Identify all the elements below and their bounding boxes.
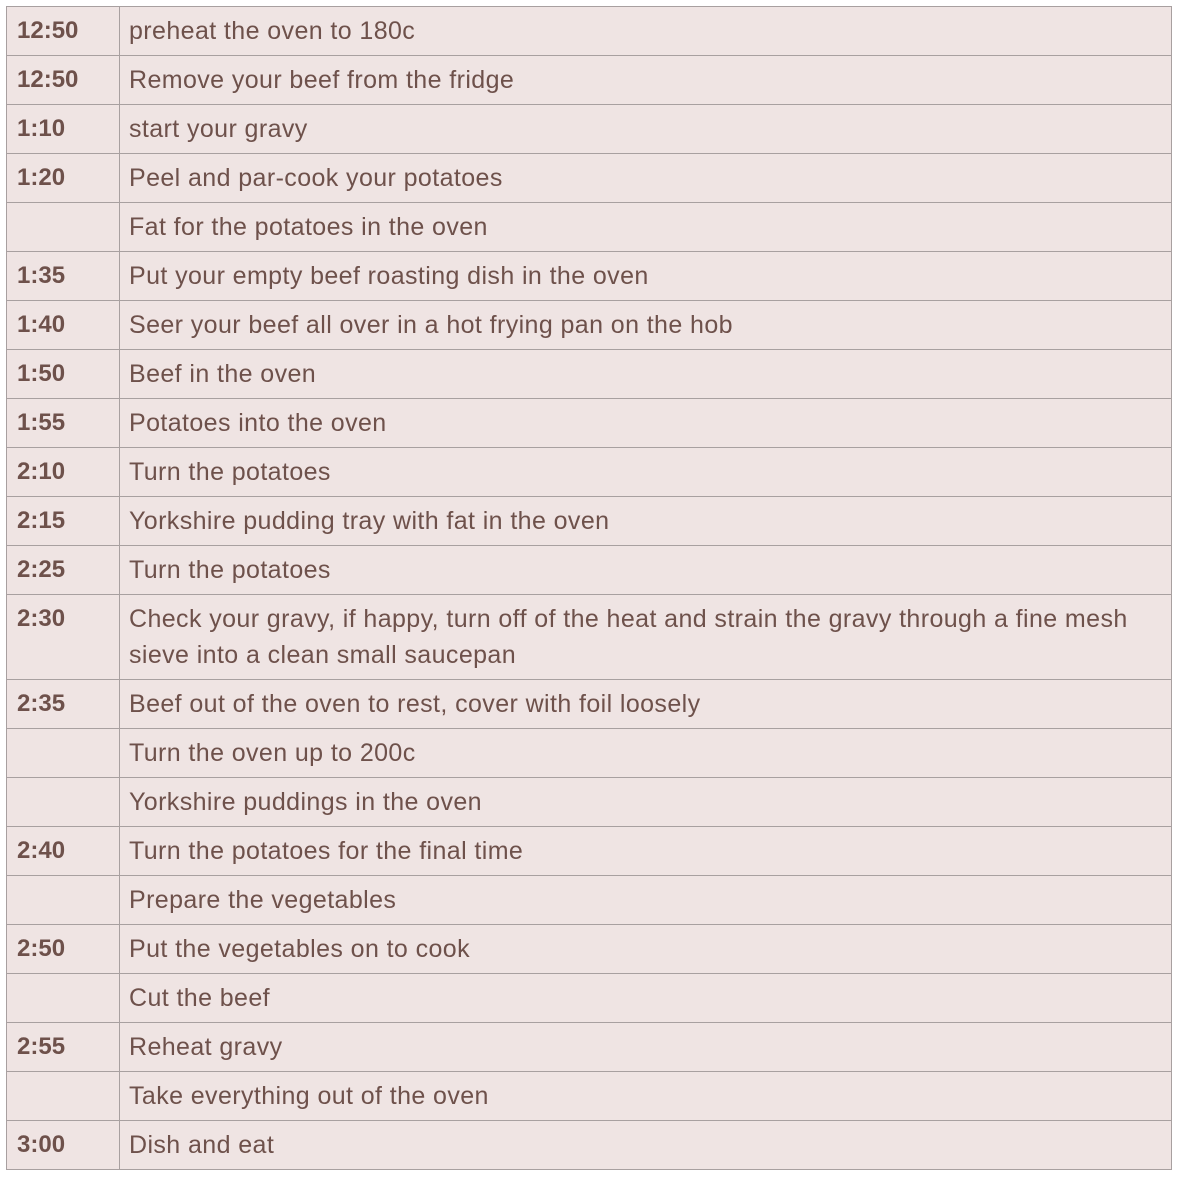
time-cell — [7, 974, 120, 1023]
task-cell: Put the vegetables on to cook — [120, 925, 1172, 974]
table-row — [7, 1121, 1172, 1170]
time-cell: 2:40 — [7, 827, 120, 876]
table-row — [7, 203, 1172, 252]
table-row — [7, 56, 1172, 105]
task-cell: Turn the potatoes — [120, 546, 1172, 595]
table-row — [7, 1072, 1172, 1121]
table-row — [7, 497, 1172, 546]
task-cell: Turn the oven up to 200c — [120, 729, 1172, 778]
table-row — [7, 1023, 1172, 1072]
task-cell: Turn the potatoes — [120, 448, 1172, 497]
time-cell — [7, 876, 120, 925]
task-cell: start your gravy — [120, 105, 1172, 154]
task-cell: Peel and par-cook your potatoes — [120, 154, 1172, 203]
time-cell — [7, 778, 120, 827]
time-cell: 1:20 — [7, 154, 120, 203]
table-row — [7, 252, 1172, 301]
time-cell: 2:15 — [7, 497, 120, 546]
table-row — [7, 925, 1172, 974]
time-cell: 2:35 — [7, 680, 120, 729]
time-cell: 1:10 — [7, 105, 120, 154]
table-row — [7, 595, 1172, 680]
time-cell: 1:55 — [7, 399, 120, 448]
task-cell: Turn the potatoes for the final time — [120, 827, 1172, 876]
table-row — [7, 546, 1172, 595]
time-cell — [7, 729, 120, 778]
table-row — [7, 974, 1172, 1023]
time-cell — [7, 1072, 120, 1121]
table-row — [7, 399, 1172, 448]
time-cell: 2:25 — [7, 546, 120, 595]
time-cell: 2:55 — [7, 1023, 120, 1072]
table-row — [7, 448, 1172, 497]
table-row — [7, 827, 1172, 876]
table-row — [7, 105, 1172, 154]
time-cell: 12:50 — [7, 56, 120, 105]
time-cell: 12:50 — [7, 7, 120, 56]
table-row — [7, 778, 1172, 827]
task-cell: Take everything out of the oven — [120, 1072, 1172, 1121]
task-cell: Fat for the potatoes in the oven — [120, 203, 1172, 252]
time-cell: 1:40 — [7, 301, 120, 350]
task-cell: Seer your beef all over in a hot frying pan on the hob — [120, 301, 1172, 350]
table-row — [7, 350, 1172, 399]
task-cell: Yorkshire puddings in the oven — [120, 778, 1172, 827]
table-row — [7, 729, 1172, 778]
table-row — [7, 876, 1172, 925]
time-cell: 2:10 — [7, 448, 120, 497]
table-row — [7, 301, 1172, 350]
task-cell: Cut the beef — [120, 974, 1172, 1023]
task-cell: Reheat gravy — [120, 1023, 1172, 1072]
table-row — [7, 7, 1172, 56]
task-cell: Dish and eat — [120, 1121, 1172, 1170]
table-row — [7, 154, 1172, 203]
task-cell: Beef out of the oven to rest, cover with foil loosely — [120, 680, 1172, 729]
task-cell: Yorkshire pudding tray with fat in the oven — [120, 497, 1172, 546]
task-cell: Prepare the vegetables — [120, 876, 1172, 925]
task-cell: Remove your beef from the fridge — [120, 56, 1172, 105]
task-cell: Potatoes into the oven — [120, 399, 1172, 448]
time-cell: 3:00 — [7, 1121, 120, 1170]
time-cell: 1:50 — [7, 350, 120, 399]
table-row — [7, 680, 1172, 729]
task-cell: preheat the oven to 180c — [120, 7, 1172, 56]
time-cell: 2:30 — [7, 595, 120, 680]
schedule-body — [7, 7, 1172, 1170]
task-cell: Beef in the oven — [120, 350, 1172, 399]
time-cell: 2:50 — [7, 925, 120, 974]
time-cell: 1:35 — [7, 252, 120, 301]
task-cell: Check your gravy, if happy, turn off of the heat and strain the gravy through a fine mesh sieve into a clean small saucepan — [120, 595, 1172, 680]
task-cell: Put your empty beef roasting dish in the oven — [120, 252, 1172, 301]
cooking-schedule-table — [6, 6, 1172, 1170]
time-cell — [7, 203, 120, 252]
